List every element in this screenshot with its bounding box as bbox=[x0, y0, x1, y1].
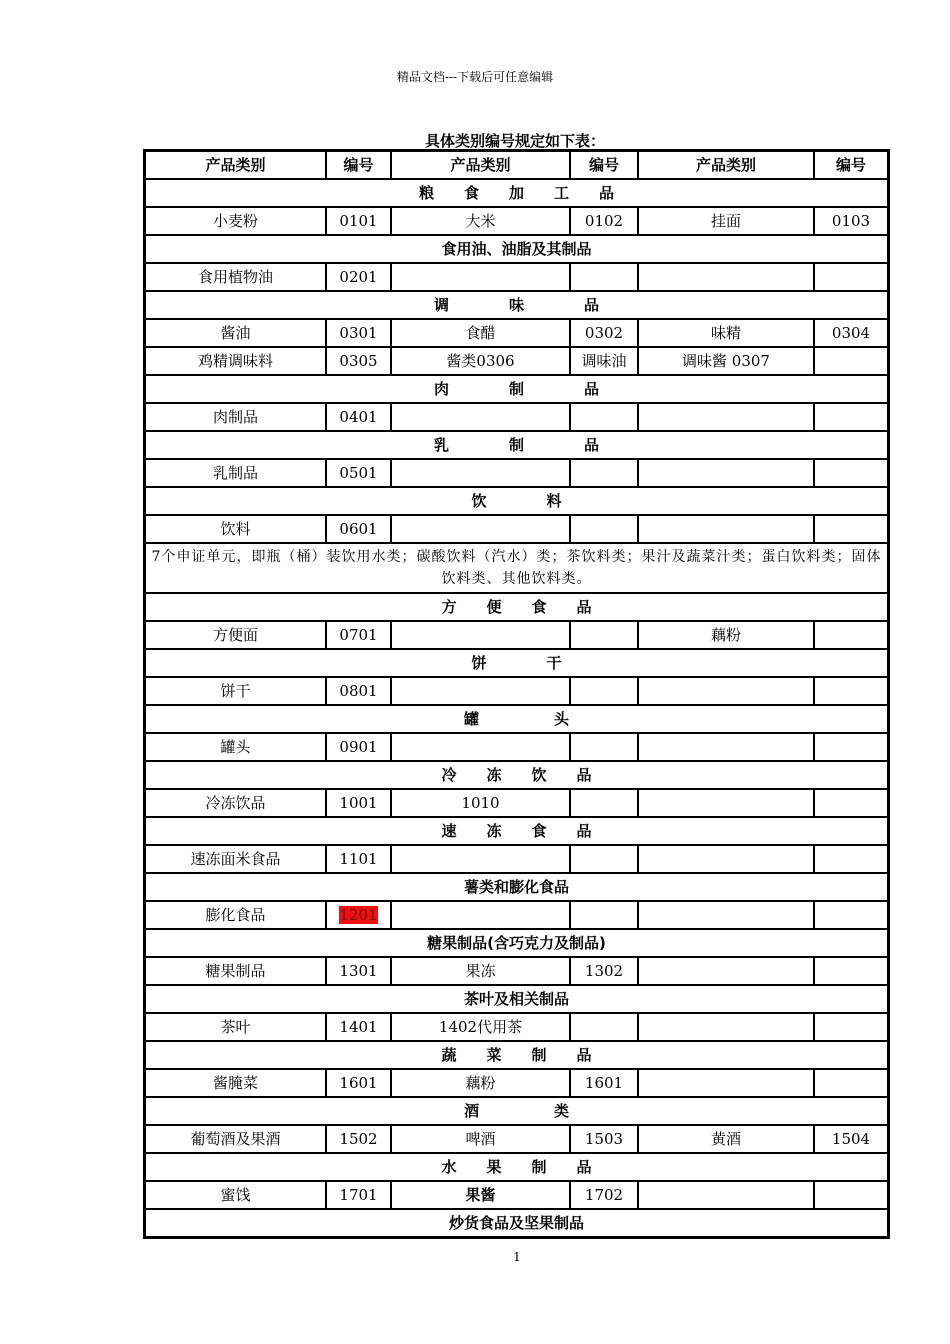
category-code-table bbox=[143, 149, 890, 1239]
code-cell: 0304 bbox=[814, 319, 888, 347]
category-cell: 1402代用茶 bbox=[391, 1013, 570, 1041]
table-row bbox=[145, 459, 888, 487]
code-cell bbox=[570, 677, 638, 705]
table-row bbox=[145, 733, 888, 761]
section-row bbox=[145, 817, 888, 845]
column-header: 产品类别 bbox=[391, 151, 570, 179]
section-row bbox=[145, 487, 888, 515]
category-cell: 藕粉 bbox=[638, 621, 814, 649]
code-cell: 0501 bbox=[326, 459, 391, 487]
category-cell: 饼干 bbox=[145, 677, 326, 705]
code-cell: 调味油 bbox=[570, 347, 638, 375]
category-cell bbox=[638, 515, 814, 543]
section-heading: 水 果 制 品 bbox=[145, 1153, 888, 1181]
code-cell: 1601 bbox=[570, 1069, 638, 1097]
code-cell: 0801 bbox=[326, 677, 391, 705]
page-header: 精品文档---下载后可任意编辑 bbox=[396, 70, 554, 84]
category-cell bbox=[638, 459, 814, 487]
column-header: 编号 bbox=[814, 151, 888, 179]
table-row bbox=[145, 621, 888, 649]
code-cell bbox=[326, 901, 391, 929]
column-header: 产品类别 bbox=[638, 151, 814, 179]
category-cell bbox=[638, 677, 814, 705]
table-row bbox=[145, 677, 888, 705]
code-cell bbox=[570, 515, 638, 543]
category-cell: 鸡精调味料 bbox=[145, 347, 326, 375]
category-cell: 食用植物油 bbox=[145, 263, 326, 291]
section-heading: 冷 冻 饮 品 bbox=[145, 761, 888, 789]
section-heading: 食用油、油脂及其制品 bbox=[145, 235, 888, 263]
code-cell: 1503 bbox=[570, 1125, 638, 1153]
category-cell: 方便面 bbox=[145, 621, 326, 649]
section-row bbox=[145, 929, 888, 957]
category-cell: 蜜饯 bbox=[145, 1181, 326, 1209]
code-cell: 0901 bbox=[326, 733, 391, 761]
column-header: 产品类别 bbox=[145, 151, 326, 179]
code-cell bbox=[814, 957, 888, 985]
section-heading: 速 冻 食 品 bbox=[145, 817, 888, 845]
section-row bbox=[145, 873, 888, 901]
category-cell bbox=[638, 263, 814, 291]
table-row bbox=[145, 263, 888, 291]
category-cell: 味精 bbox=[638, 319, 814, 347]
code-cell: 0301 bbox=[326, 319, 391, 347]
table-row bbox=[145, 1125, 888, 1153]
page-number: 1 bbox=[513, 1250, 521, 1264]
category-cell bbox=[638, 403, 814, 431]
table-row bbox=[145, 901, 888, 929]
code-cell bbox=[570, 1013, 638, 1041]
category-cell: 茶叶 bbox=[145, 1013, 326, 1041]
category-cell: 罐头 bbox=[145, 733, 326, 761]
category-cell bbox=[391, 901, 570, 929]
section-row bbox=[145, 761, 888, 789]
code-cell: 0201 bbox=[326, 263, 391, 291]
section-heading: 饼 干 bbox=[145, 649, 888, 677]
code-cell: 1504 bbox=[814, 1125, 888, 1153]
section-heading: 乳 制 品 bbox=[145, 431, 888, 459]
code-cell: 1302 bbox=[570, 957, 638, 985]
section-row bbox=[145, 649, 888, 677]
table-title: 具体类别编号规定如下表： bbox=[424, 132, 605, 150]
note-text: 7个申证单元，即瓶（桶）装饮用水类；碳酸饮料（汽水）类；茶饮料类；果汁及蔬菜汁类；蛋白饮料类；固体饮料类、其他饮料类。 bbox=[145, 543, 888, 593]
category-cell: 大米 bbox=[391, 207, 570, 235]
category-cell: 藕粉 bbox=[391, 1069, 570, 1097]
category-cell: 调味酱 0307 bbox=[638, 347, 814, 375]
table-row bbox=[145, 207, 888, 235]
category-cell: 黄酒 bbox=[638, 1125, 814, 1153]
section-heading: 酒 类 bbox=[145, 1097, 888, 1125]
section-row bbox=[145, 1153, 888, 1181]
category-cell bbox=[391, 733, 570, 761]
table-row bbox=[145, 957, 888, 985]
code-cell: 0103 bbox=[814, 207, 888, 235]
code-cell: 1702 bbox=[570, 1181, 638, 1209]
table-row bbox=[145, 1181, 888, 1209]
code-cell: 0401 bbox=[326, 403, 391, 431]
category-cell bbox=[391, 459, 570, 487]
category-cell: 饮料 bbox=[145, 515, 326, 543]
category-cell bbox=[638, 845, 814, 873]
category-cell bbox=[638, 789, 814, 817]
category-cell: 冷冻饮品 bbox=[145, 789, 326, 817]
category-cell: 乳制品 bbox=[145, 459, 326, 487]
code-cell: 0601 bbox=[326, 515, 391, 543]
code-cell bbox=[814, 459, 888, 487]
code-cell bbox=[570, 263, 638, 291]
table-row bbox=[145, 1069, 888, 1097]
section-heading: 茶叶及相关制品 bbox=[145, 985, 888, 1013]
code-cell: 1301 bbox=[326, 957, 391, 985]
category-cell: 食醋 bbox=[391, 319, 570, 347]
category-cell: 肉制品 bbox=[145, 403, 326, 431]
code-cell: 1502 bbox=[326, 1125, 391, 1153]
code-cell bbox=[814, 1069, 888, 1097]
section-row bbox=[145, 985, 888, 1013]
category-cell: 小麦粉 bbox=[145, 207, 326, 235]
code-cell bbox=[814, 845, 888, 873]
code-cell bbox=[814, 1013, 888, 1041]
table-row bbox=[145, 789, 888, 817]
category-cell: 果冻 bbox=[391, 957, 570, 985]
code-cell: 1101 bbox=[326, 845, 391, 873]
highlighted-code: 1201 bbox=[339, 906, 378, 924]
code-cell bbox=[814, 677, 888, 705]
category-cell: 啤酒 bbox=[391, 1125, 570, 1153]
section-row bbox=[145, 1041, 888, 1069]
column-header: 编号 bbox=[570, 151, 638, 179]
code-cell bbox=[570, 789, 638, 817]
code-cell bbox=[814, 403, 888, 431]
section-row bbox=[145, 375, 888, 403]
code-cell bbox=[570, 845, 638, 873]
category-cell: 1010 bbox=[391, 789, 570, 817]
table-row bbox=[145, 319, 888, 347]
category-cell bbox=[638, 1181, 814, 1209]
note-row bbox=[145, 543, 888, 593]
code-cell bbox=[570, 621, 638, 649]
column-header: 编号 bbox=[326, 151, 391, 179]
code-cell bbox=[570, 403, 638, 431]
section-heading: 糖果制品(含巧克力及制品) bbox=[145, 929, 888, 957]
code-cell: 1701 bbox=[326, 1181, 391, 1209]
header-row bbox=[145, 151, 888, 179]
category-cell: 葡萄酒及果酒 bbox=[145, 1125, 326, 1153]
code-cell bbox=[570, 459, 638, 487]
section-heading: 粮 食 加 工 品 bbox=[145, 179, 888, 207]
code-cell: 0102 bbox=[570, 207, 638, 235]
code-cell bbox=[814, 789, 888, 817]
category-cell: 糖果制品 bbox=[145, 957, 326, 985]
category-cell bbox=[391, 403, 570, 431]
code-cell bbox=[814, 515, 888, 543]
section-heading: 饮 料 bbox=[145, 487, 888, 515]
category-cell: 酱类0306 bbox=[391, 347, 570, 375]
category-cell bbox=[391, 621, 570, 649]
code-cell: 1401 bbox=[326, 1013, 391, 1041]
section-heading: 方 便 食 品 bbox=[145, 593, 888, 621]
code-cell bbox=[814, 263, 888, 291]
category-cell bbox=[391, 677, 570, 705]
category-cell bbox=[391, 845, 570, 873]
code-cell bbox=[570, 901, 638, 929]
code-cell: 0302 bbox=[570, 319, 638, 347]
category-cell bbox=[638, 1069, 814, 1097]
category-cell bbox=[391, 263, 570, 291]
code-cell: 1601 bbox=[326, 1069, 391, 1097]
section-row bbox=[145, 1209, 888, 1237]
section-row bbox=[145, 291, 888, 319]
category-cell: 果酱 bbox=[391, 1181, 570, 1209]
table-row bbox=[145, 515, 888, 543]
section-heading: 炒货食品及坚果制品 bbox=[145, 1209, 888, 1237]
table-row bbox=[145, 347, 888, 375]
section-row bbox=[145, 705, 888, 733]
category-cell bbox=[638, 957, 814, 985]
code-cell bbox=[814, 347, 888, 375]
code-cell bbox=[814, 901, 888, 929]
category-cell: 速冻面米食品 bbox=[145, 845, 326, 873]
category-cell: 挂面 bbox=[638, 207, 814, 235]
code-cell bbox=[814, 621, 888, 649]
code-cell bbox=[814, 733, 888, 761]
code-cell: 0101 bbox=[326, 207, 391, 235]
code-cell: 0305 bbox=[326, 347, 391, 375]
code-cell: 0701 bbox=[326, 621, 391, 649]
section-heading: 罐 头 bbox=[145, 705, 888, 733]
table-row bbox=[145, 403, 888, 431]
category-cell: 膨化食品 bbox=[145, 901, 326, 929]
section-heading: 蔬 菜 制 品 bbox=[145, 1041, 888, 1069]
category-cell: 酱腌菜 bbox=[145, 1069, 326, 1097]
category-cell bbox=[391, 515, 570, 543]
table-row bbox=[145, 1013, 888, 1041]
table-row bbox=[145, 845, 888, 873]
code-cell bbox=[814, 1181, 888, 1209]
category-cell bbox=[638, 1013, 814, 1041]
section-row bbox=[145, 179, 888, 207]
section-row bbox=[145, 593, 888, 621]
section-row bbox=[145, 1097, 888, 1125]
section-heading: 调 味 品 bbox=[145, 291, 888, 319]
section-row bbox=[145, 235, 888, 263]
category-cell: 酱油 bbox=[145, 319, 326, 347]
category-cell bbox=[638, 901, 814, 929]
category-cell bbox=[638, 733, 814, 761]
code-cell: 1001 bbox=[326, 789, 391, 817]
code-cell bbox=[570, 733, 638, 761]
section-heading: 薯类和膨化食品 bbox=[145, 873, 888, 901]
section-heading: 肉 制 品 bbox=[145, 375, 888, 403]
section-row bbox=[145, 431, 888, 459]
